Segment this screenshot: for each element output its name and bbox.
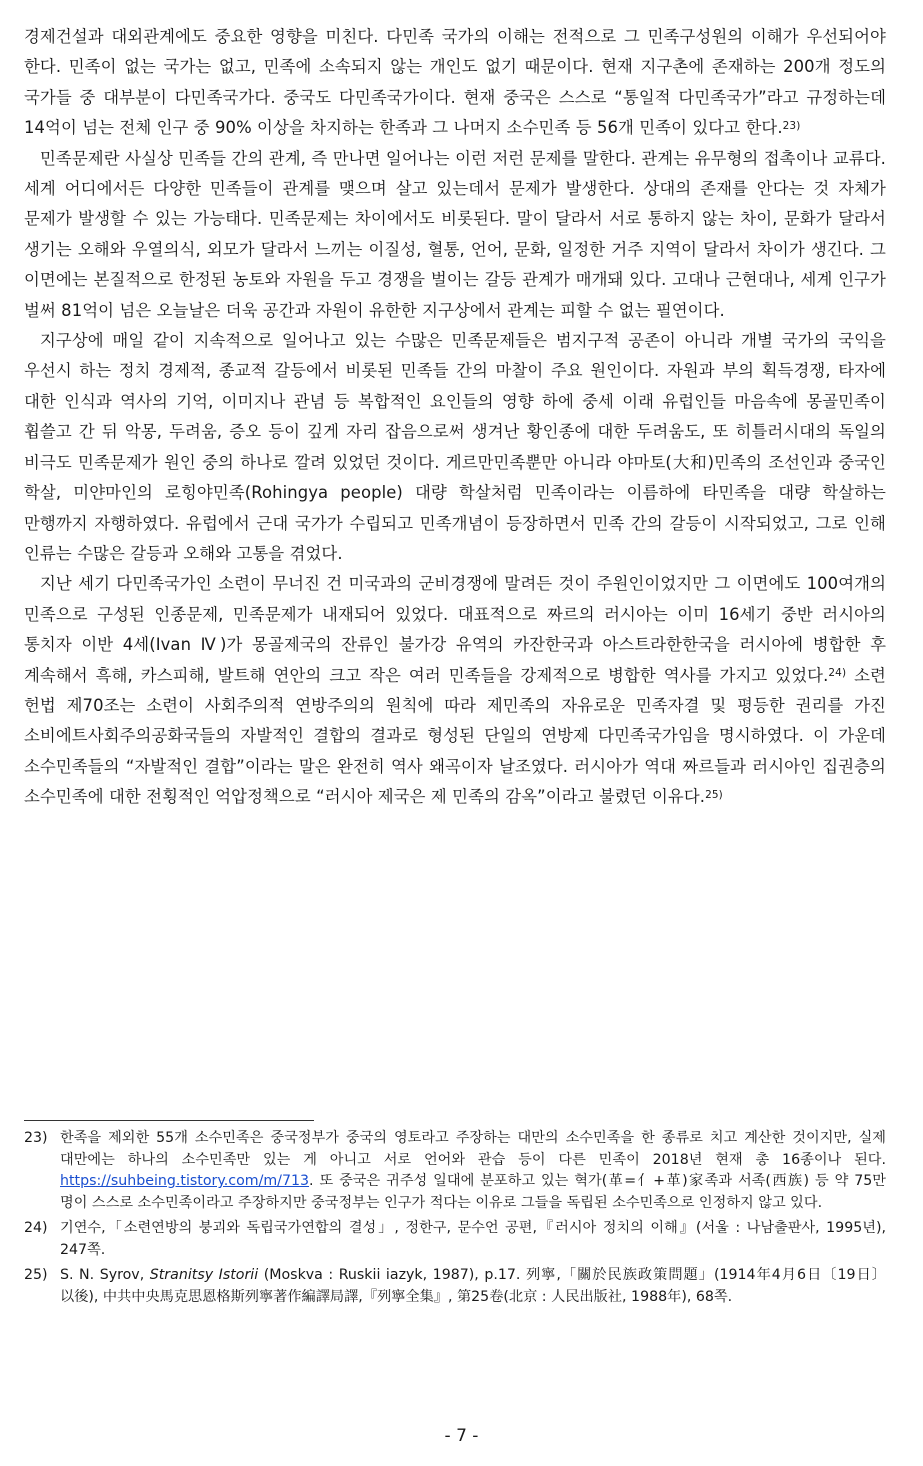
footnote-24-text: 기연수,「소련연방의 붕괴와 독립국가연합의 결성」, 정한구, 문수언 공편,『러시아 정치의 이해』(서울 : 나남출판사, 1995년), 247쪽. bbox=[60, 1220, 886, 1258]
footnote-23-text-b: . 또 중국은 귀주성 일대에 분포하고 있는 혁가(革=亻+革)家족과 서족(西族) 등 약 75만 명이 스스로 소수민족이라고 주장하지만 중국정부는 인구가 적다는 이유로 그들을 독립된 소수민족으로 인정하지 않고 있다. bbox=[60, 1173, 886, 1211]
footnote-23-number: 23) bbox=[24, 1130, 48, 1146]
footnote-23-link[interactable]: https://suhbeing.tistory.com/m/713 bbox=[60, 1173, 310, 1189]
paragraph-2-text: 민족문제란 사실상 민족들 간의 관계, 즉 만나면 일어나는 이런 저런 문제를 말한다. 관계는 유무형의 접촉이나 교류다. 세계 어디에서든 다양한 민족들이 관계를 맺으며 살고 있는데서 문제가 발생한다. 상대의 존재를 안다는 것 자체가 문제가 발생할 수 있는 가능태다. 민족문제는 차이에서도 비롯된다. 말이 달라서 서로 통하지 않는 차이, 문화가 달라서 생기는 오해와 우열의식, 외모가 달라서 느끼는 이질성, 혈통, 언어, 문화, 일정한 거주 지역이 달라서 차이가 생긴다. 그 이면에는 본질적으로 한정된 농토와 자원을 두고 경쟁을 벌이는 갈등 관계가 매개돼 있다. 고대나 근현대나, 세계 인구가 벌써 81억이 넘은 오늘날은 더욱 공간과 자원이 유한한 지구상에서 관계는 피할 수 없는 필연이다. bbox=[24, 148, 886, 320]
footnote-ref-24[interactable]: 24) bbox=[828, 667, 847, 680]
footnote-23 bbox=[24, 1128, 886, 1214]
paragraph-1-text: 경제건설과 대외관계에도 중요한 영향을 미친다. 다민족 국가의 이해는 전적으로 그 민족구성원의 이해가 우선되어야 한다. 민족이 없는 국가는 없고, 민족에 소속되지 않는 개인도 없기 때문이다. 현재 지구촌에 존재하는 200개 정도의 국가들 중 대부분이 다민족국가다. 중국도 다민족국가이다. 현재 중국은 스스로 “통일적 다민족국가”라고 규정하는데 14억이 넘는 전체 인구 중 90% 이상을 차지하는 한족과 그 나머지 소수민족 등 56개 민족이 있다고 한다. bbox=[24, 27, 886, 138]
body-text bbox=[24, 22, 886, 813]
paragraph-3 bbox=[24, 326, 886, 569]
paragraph-3-text: 지구상에 매일 같이 지속적으로 일어나고 있는 수많은 민족문제들은 범지구적 공존이 아니라 개별 국가의 국익을 우선시 하는 정치 경제적, 종교적 갈등에서 비롯된 민족들 간의 마찰이 주요 원인이다. 자원과 부의 획득경쟁, 타자에 대한 인식과 역사의 기억, 이미지나 관념 등 복합적인 요인들의 영향 하에 중세 이래 유럽인들 마음속에 몽골민족이 휩쓸고 간 뒤 악몽, 두려움, 증오 등이 깊게 자리 잡음으로써 생겨난 황인종에 대한 두려움도, 또 히틀러시대의 독일의 비극도 민족문제가 원인 중의 하나로 깔려 있었던 것이다. 게르만민족뿐만 아니라 야마토(大和)민족의 조선인과 중국인 학살, 미얀마인의 로힝야민족(Rohingya people) 대량 학살처럼 민족이라는 이름하에 타민족을 대량 학살하는 만행까지 자행하였다. 유럽에서 근대 국가가 수립되고 민족개념이 등장하면서 민족 간의 갈등이 시작되었고, 그로 인해 인류는 수많은 갈등과 오해와 고통을 겪었다. bbox=[24, 331, 886, 563]
paragraph-1 bbox=[24, 22, 886, 144]
footnote-24 bbox=[24, 1218, 886, 1261]
footnote-25-title: Stranitsy Istorii bbox=[149, 1267, 259, 1283]
paragraph-2 bbox=[24, 144, 886, 326]
page-number: - 7 - bbox=[444, 1426, 479, 1446]
footnote-25 bbox=[24, 1265, 886, 1308]
footnote-23-text-a: 한족을 제외한 55개 소수민족은 중국정부가 중국의 영토라고 주장하는 대만의 소수민족을 한 종류로 치고 계산한 것이지만, 실제 대만에는 하나의 소수민족만 있는 게 아니고 서로 언어와 관습 등이 다른 민족이 2018년 현재 총 16종이나 된다. bbox=[60, 1130, 886, 1168]
footnote-25-author: S. N. Syrov, bbox=[60, 1267, 150, 1283]
footnote-24-number: 24) bbox=[24, 1220, 48, 1236]
footnote-25-number: 25) bbox=[24, 1267, 48, 1283]
paragraph-4-text-a: 지난 세기 다민족국가인 소련이 무너진 건 미국과의 군비경쟁에 말려든 것이 주원인이었지만 그 이면에도 100여개의 민족으로 구성된 인종문제, 민족문제가 내재되어 있었다. 대표적으로 짜르의 러시아는 이미 16세기 중반 러시아의 통치자 이반 4세(Ivan Ⅳ)가 몽골제국의 잔류인 불가강 유역의 카잔한국과 아스트라한한국을 러시아에 병합한 후 계속해서 흑해, 카스피해, 발트해 연안의 크고 작은 여러 민족들을 강제적으로 병합한 역사를 가지고 있었다. bbox=[24, 574, 886, 685]
footnote-ref-25[interactable]: 25) bbox=[705, 788, 723, 801]
footnote-25-text: (Moskva : Ruskii iazyk, 1987), p.17. 列寧,「關於民族政策問題」(1914年4月6日〔19日〕以後), 中共中央馬克思恩格斯列寧著作編譯局譯,『列寧全集』, 第25卷(北京 : 人民出版社, 1988年), 68쪽. bbox=[60, 1267, 886, 1305]
footnote-ref-23[interactable]: 23) bbox=[782, 119, 801, 132]
paragraph-4 bbox=[24, 569, 886, 812]
footnotes bbox=[24, 1128, 886, 1312]
paragraph-4-text-b: 소련 헌법 제70조는 소련이 사회주의적 연방주의의 원칙에 따라 제민족의 자유로운 민족자결 및 평등한 권리를 가진 소비에트사회주의공화국들의 자발적인 결합의 결과로 형성된 단일의 연방제 다민족국가임을 명시하였다. 이 가운데 소수민족들의 “자발적인 결합”이라는 말은 완전히 역사 왜곡이자 날조였다. 러시아가 역대 짜르들과 러시아인 집권층의 소수민족에 대한 전횡적인 억압정책으로 “러시아 제국은 제 민족의 감옥”이라고 불렸던 이유다. bbox=[24, 665, 886, 807]
footnote-divider bbox=[24, 1120, 314, 1121]
